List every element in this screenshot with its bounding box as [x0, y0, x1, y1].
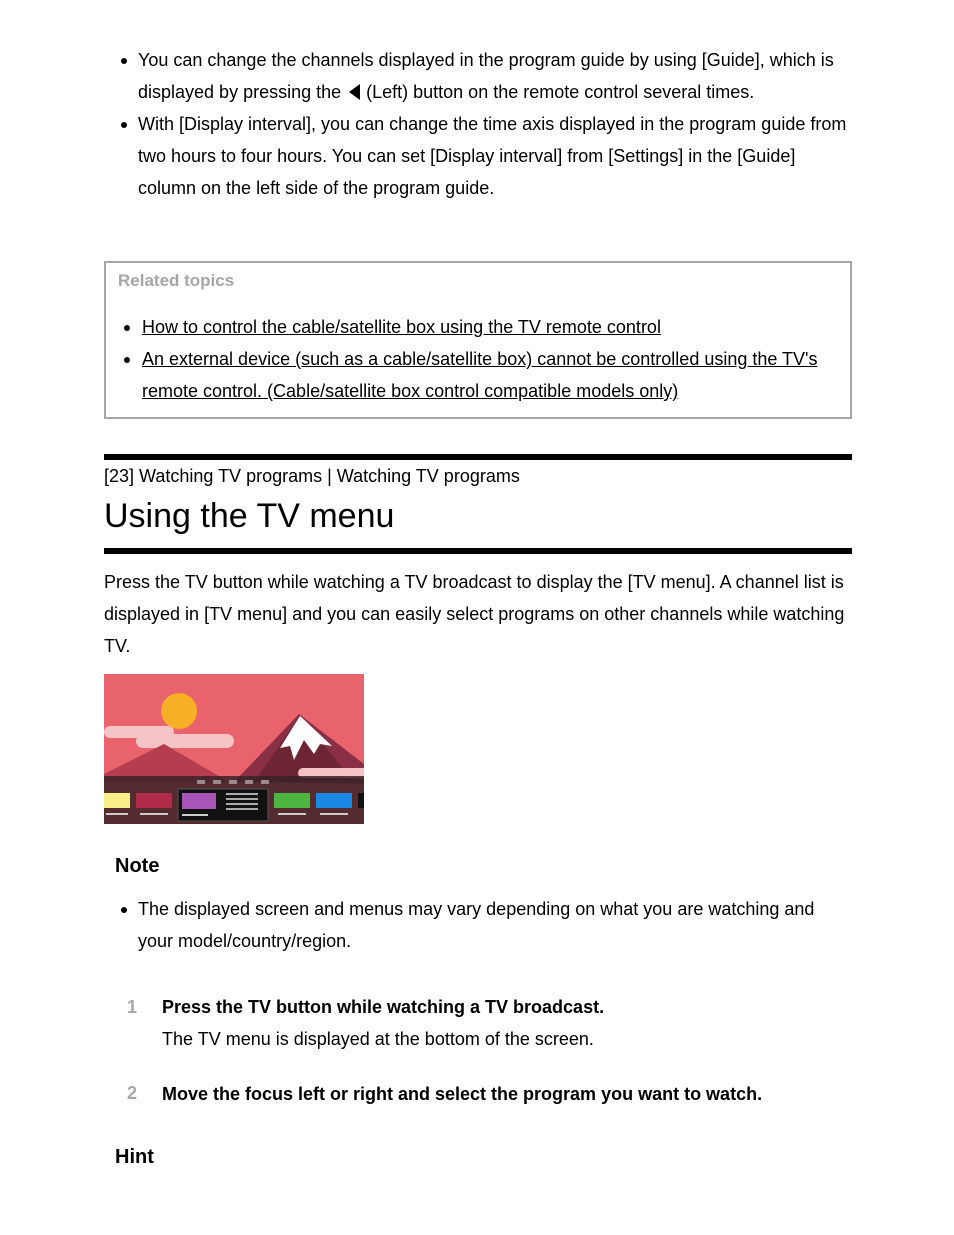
related-topics-box	[104, 261, 852, 419]
related-link-external-device-issue[interactable]: An external device (such as a cable/satellite box) cannot be controlled using the TV's remote control. (Cable/satellite box control compatible models only)	[142, 349, 818, 401]
program-info-line	[226, 808, 258, 810]
step-number: 2	[127, 1083, 138, 1103]
tile-caption-line	[320, 813, 348, 815]
tile-caption-line	[140, 813, 168, 815]
note-heading: Note	[115, 855, 160, 877]
program-info-line	[226, 793, 258, 795]
list-item	[106, 311, 826, 343]
channel-thumbnail	[182, 793, 216, 809]
tile-caption-line	[182, 814, 208, 816]
guide-tips-list	[104, 44, 852, 204]
tip-text: With [Display interval], you can change the time axis displayed in the program guide from two hours to four hours. You can set [Display interval] from [Settings] in the [Guide] column on the left side of the program guide.	[138, 114, 847, 198]
hint-heading: Hint	[115, 1146, 154, 1168]
page-dot	[213, 780, 221, 784]
tv-menu-illustration	[104, 674, 364, 824]
channel-tile	[274, 793, 310, 808]
tip-text-part2: (Left) button on the remote control several times.	[366, 82, 755, 102]
program-info-line	[226, 798, 258, 800]
channel-tile	[136, 793, 172, 808]
list-item	[104, 893, 824, 957]
step-instruction: Move the focus left or right and select the program you want to watch.	[162, 1084, 763, 1104]
channel-tile	[358, 793, 364, 808]
tile-caption-line	[106, 813, 128, 815]
step-description: The TV menu is displayed at the bottom of the screen.	[162, 1029, 594, 1049]
intro-paragraph: Press the TV button while watching a TV broadcast to display the [TV menu]. A channel list is displayed in [TV menu] and you can easily select programs on other channels while watching TV.	[104, 572, 845, 656]
related-link-cable-box-control[interactable]: How to control the cable/satellite box using the TV remote control	[142, 317, 661, 337]
sun-icon	[161, 693, 197, 729]
related-topics-title: Related topics	[118, 271, 235, 290]
list-item	[104, 108, 852, 204]
step-number: 1	[127, 997, 138, 1017]
cloud-shape	[136, 734, 234, 748]
list-item	[106, 343, 826, 407]
breadcrumb: [23] Watching TV programs | Watching TV programs	[104, 466, 520, 486]
page-title: Using the TV menu	[104, 497, 395, 535]
section-divider-bottom	[104, 548, 852, 554]
section-divider-top	[104, 454, 852, 460]
program-info-line	[226, 803, 258, 805]
note-list	[104, 893, 824, 957]
tip-text-part1: You can change the channels displayed in the program guide by using [Guide], which is displayed by pressing the	[138, 50, 834, 102]
page-dot	[197, 780, 205, 784]
related-topics-list	[106, 311, 826, 407]
note-text: The displayed screen and menus may vary depending on what you are watching and your model/country/region.	[138, 899, 815, 951]
list-item	[104, 44, 852, 108]
tile-caption-line	[278, 813, 306, 815]
page-dot	[261, 780, 269, 784]
page-dot	[245, 780, 253, 784]
left-arrow-icon	[349, 84, 360, 100]
step-instruction: Press the TV button while watching a TV broadcast.	[162, 997, 605, 1017]
page-dot	[229, 780, 237, 784]
channel-tile	[316, 793, 352, 808]
channel-tile	[104, 793, 130, 808]
